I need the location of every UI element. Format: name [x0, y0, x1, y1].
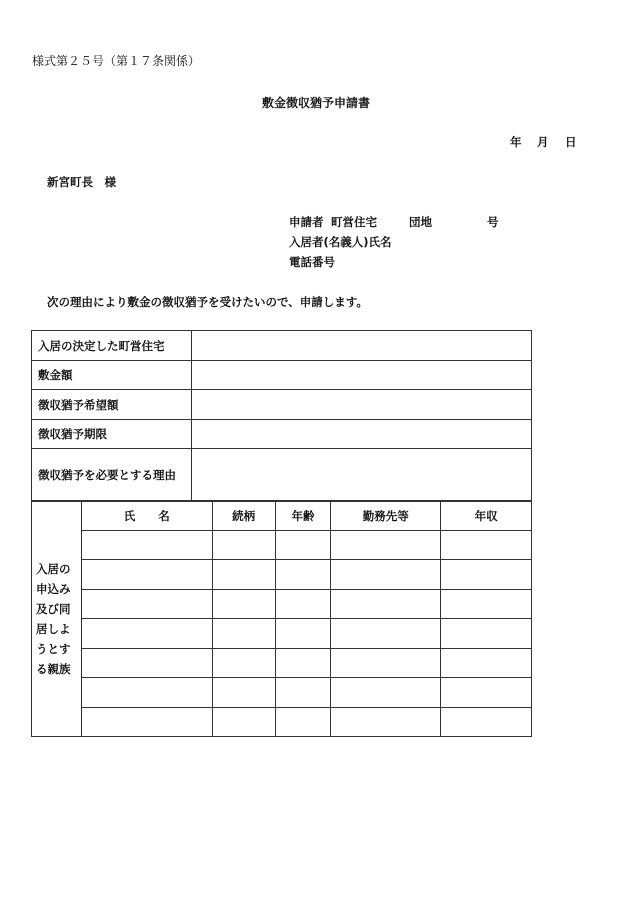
name-cell[interactable]: [81, 560, 212, 590]
housing-label: 町営住宅: [331, 215, 377, 229]
deferral-amount-field[interactable]: [191, 390, 531, 420]
table-row: [32, 619, 532, 649]
table-row: [32, 649, 532, 678]
name-cell[interactable]: [81, 590, 212, 619]
family-side-label-line: 入居の: [36, 561, 71, 576]
form-number: 様式第２５号（第１７条関係）: [32, 54, 201, 68]
income-cell[interactable]: [441, 531, 532, 560]
deposit-amount-field[interactable]: [191, 361, 531, 390]
statement-text: 次の理由により敷金の徴収猶予を受けたいので、申請します。: [47, 295, 368, 309]
deposit-amount-label: 敷金額: [32, 361, 192, 390]
age-cell[interactable]: [275, 649, 331, 678]
income-cell[interactable]: [441, 590, 532, 619]
table-row: [32, 531, 532, 560]
income-cell[interactable]: [441, 560, 532, 590]
family-side-label-line: うとす: [36, 641, 71, 656]
income-cell[interactable]: [441, 678, 532, 708]
family-table: [31, 500, 532, 737]
housing-decided-label: 入居の決定した町営住宅: [32, 331, 192, 361]
workplace-cell[interactable]: [331, 678, 441, 708]
page-title: 敷金徴収猶予申請書: [262, 96, 371, 110]
estate-label: 団地: [409, 215, 432, 229]
family-side-label-line: る親族: [36, 661, 71, 676]
header-relationship: 続柄: [212, 501, 275, 531]
family-side-label-line: 申込み: [36, 581, 71, 596]
age-cell[interactable]: [275, 708, 331, 737]
age-cell[interactable]: [275, 678, 331, 708]
application-table: [31, 330, 532, 502]
table-row: [32, 678, 532, 708]
relationship-cell[interactable]: [212, 708, 275, 737]
workplace-cell[interactable]: [331, 649, 441, 678]
deferral-reason-field[interactable]: [191, 449, 531, 502]
workplace-cell[interactable]: [331, 619, 441, 649]
room-number-label: 号: [487, 215, 499, 229]
name-cell[interactable]: [81, 678, 212, 708]
relationship-cell[interactable]: [212, 590, 275, 619]
deferral-reason-label: 徴収猶予を必要とする理由: [32, 449, 192, 502]
relationship-cell[interactable]: [212, 649, 275, 678]
deferral-deadline-field[interactable]: [191, 420, 531, 449]
name-cell[interactable]: [81, 649, 212, 678]
age-cell[interactable]: [275, 619, 331, 649]
family-side-label-line: 居しよ: [36, 621, 71, 636]
relationship-cell[interactable]: [212, 560, 275, 590]
relationship-cell[interactable]: [212, 619, 275, 649]
addressee: 新宮町長 様: [47, 175, 116, 189]
table-row: [32, 560, 532, 590]
family-side-label: [32, 501, 82, 737]
header-age: 年齢: [275, 501, 331, 531]
deferral-deadline-label: 徴収猶予期限: [32, 420, 192, 449]
phone-label: 電話番号: [289, 255, 335, 269]
housing-decided-field[interactable]: [191, 331, 531, 361]
workplace-cell[interactable]: [331, 560, 441, 590]
table-row: [32, 590, 532, 619]
income-cell[interactable]: [441, 649, 532, 678]
header-income: 年収: [441, 501, 532, 531]
workplace-cell[interactable]: [331, 590, 441, 619]
workplace-cell[interactable]: [331, 531, 441, 560]
relationship-cell[interactable]: [212, 531, 275, 560]
resident-name-label: 入居者(名義人)氏名: [289, 235, 392, 249]
income-cell[interactable]: [441, 619, 532, 649]
date-day: 日: [565, 135, 577, 149]
header-workplace: 勤務先等: [331, 501, 441, 531]
date-year: 年: [510, 135, 522, 149]
header-name: 氏 名: [81, 501, 212, 531]
relationship-cell[interactable]: [212, 678, 275, 708]
workplace-cell[interactable]: [331, 708, 441, 737]
family-side-label-line: 及び同: [36, 601, 71, 616]
age-cell[interactable]: [275, 531, 331, 560]
name-cell[interactable]: [81, 708, 212, 737]
age-cell[interactable]: [275, 590, 331, 619]
age-cell[interactable]: [275, 560, 331, 590]
name-cell[interactable]: [81, 619, 212, 649]
table-row: [32, 708, 532, 737]
income-cell[interactable]: [441, 708, 532, 737]
deferral-amount-label: 徴収猶予希望額: [32, 390, 192, 420]
date-month: 月: [537, 135, 549, 149]
name-cell[interactable]: [81, 531, 212, 560]
applicant-label: 申請者: [289, 215, 324, 229]
